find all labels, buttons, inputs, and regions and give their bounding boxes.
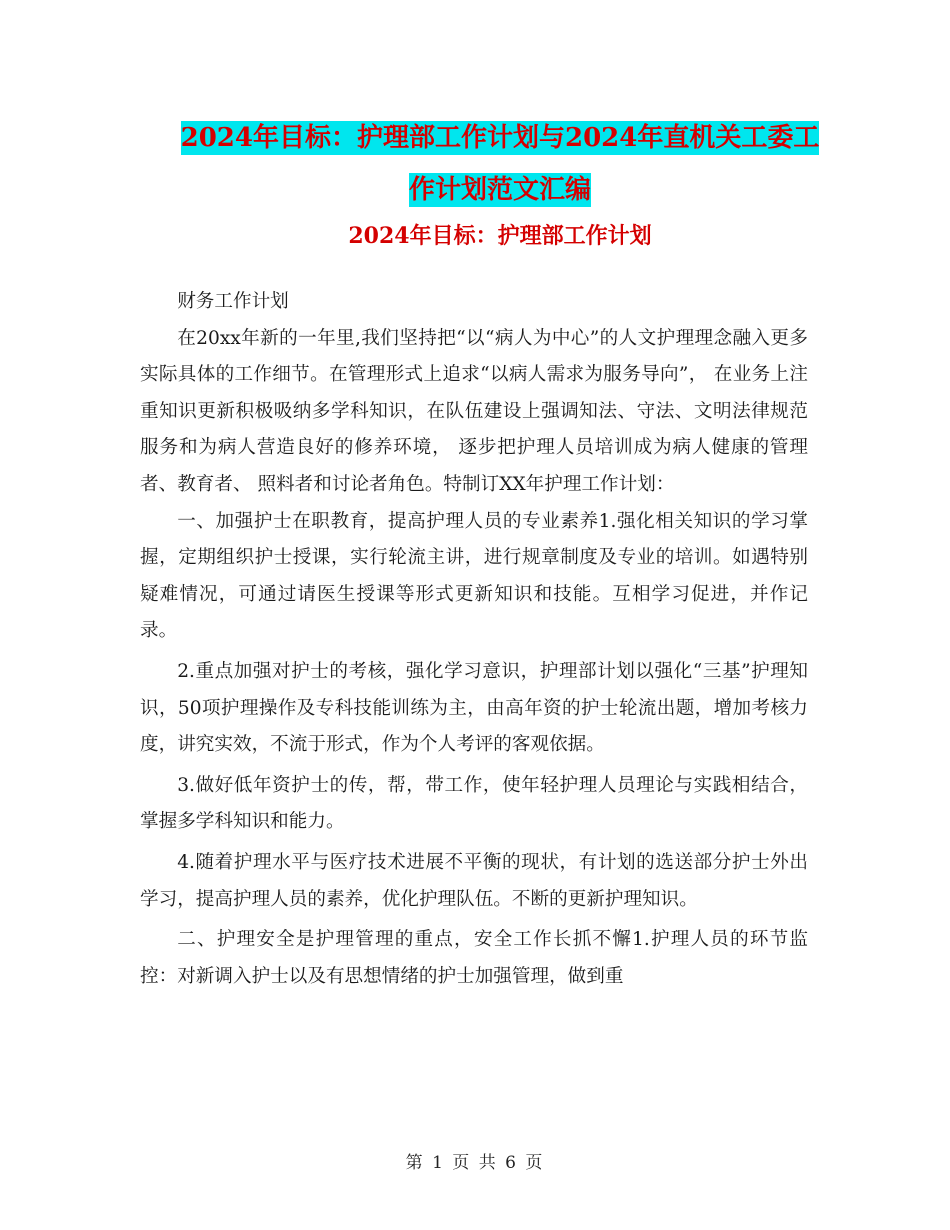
document-title-line-1: 2024年目标：护理部工作计划与2024年直机关工委工 [180, 123, 820, 153]
footer-total-pages: 6 [505, 1153, 518, 1173]
paragraph-section-two: 二、护理安全是护理管理的重点，安全工作长抓不懈1.护理人员的环节监控：对新调入护士以及有思想情绪的护士加强管理，做到重 [140, 929, 808, 987]
footer-label-of: 页 共 [452, 1153, 498, 1173]
paragraph-item-4: 4.随着护理水平与医疗技术进展不平衡的现状，有计划的选送部分护士外出学习，提高护理人员的素养，优化护理队伍。不断的更新护理知识。 [140, 851, 808, 910]
footer-label-end: 页 [525, 1153, 545, 1173]
footer-page-number: 1 [432, 1153, 445, 1173]
paragraph-heading: 财务工作计划 [177, 291, 289, 312]
document-title [150, 112, 850, 216]
paragraph-section-one: 一、加强护士在职教育，提高护理人员的专业素养1.强化相关知识的学习掌握，定期组织护士授课，实行轮流主讲，进行规章制度及专业的培训。如遇特别疑难情况，可通过请医生授课等形式更新知识和技能。互相学习促进，并作记录。 [140, 510, 808, 642]
footer-label-page: 第 [405, 1153, 425, 1173]
section-title: 2024年目标：护理部工作计划 [348, 223, 652, 249]
paragraph-item-3: 3.做好低年资护士的传，帮，带工作，使年轻护理人员理论与实践相结合，掌握多学科知识和能力。 [140, 774, 808, 833]
document-title-line-2: 作计划范文汇编 [408, 175, 591, 205]
document-body [140, 284, 808, 995]
paragraph-intro: 在20xx年新的一年里,我们坚持把“以“病人为中心”的人文护理理念融入更多实际具体的工作细节。在管理形式上追求“以病人需求为服务导向”， 在业务上注重知识更新积极吸纳多学科知识，在队伍建设上强调知法、守法、文明法律规范服务和为病人营造良好的修养环境， 逐步把护理人员培训成为病人健康的管理者、教育者、 照料者和讨论者角色。特制订XX年护理工作计划： [140, 327, 808, 495]
paragraph-item-2: 2.重点加强对护士的考核，强化学习意识，护理部计划以强化“三基”护理知识，50项护理操作及专科技能训练为主，由高年资的护士轮流出题，增加考核力度，讲究实效，不流于形式，作为个人考评的客观依据。 [140, 660, 808, 756]
page-footer [0, 1151, 950, 1175]
